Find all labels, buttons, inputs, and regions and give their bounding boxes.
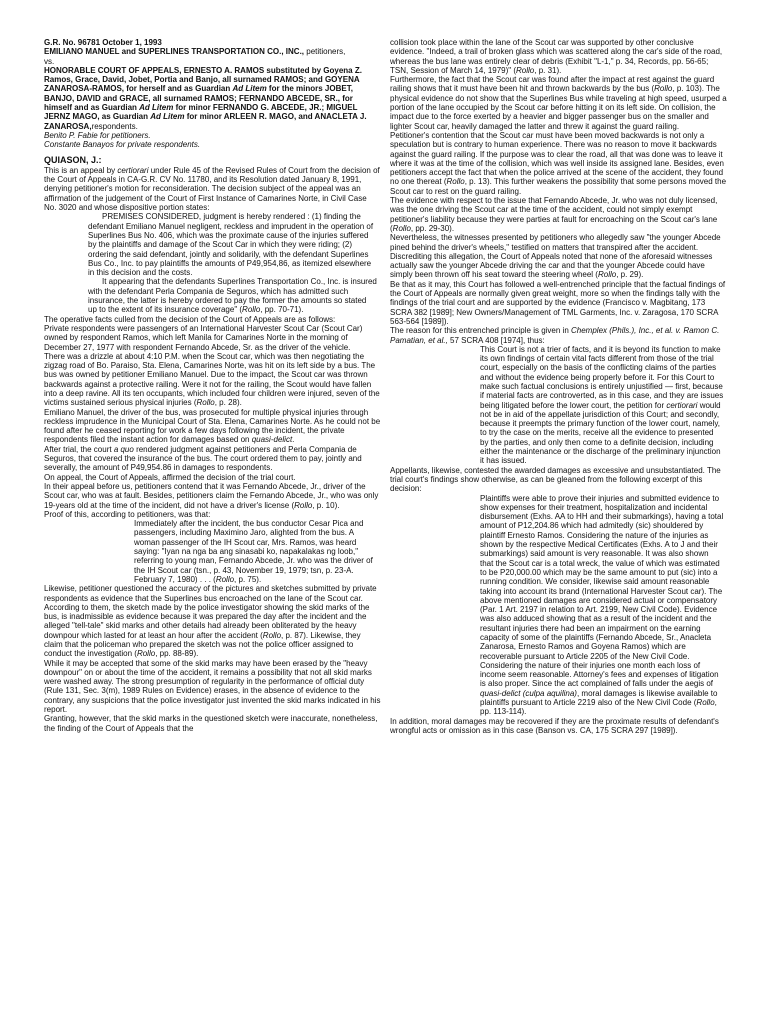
- text: This is an appeal by: [44, 165, 118, 175]
- paragraph: [44, 445, 381, 473]
- respondents-text: for the minors JOBET, BANJO, DAVID and GRACE, all surnamed RAMOS; FERNANDO ABCEDE, SR., for himself and as Guardian: [44, 84, 353, 113]
- text: This Court is not a trier of facts, and it is beyond its function to make its own findings of certain vital facts different from those of the trial court, especially on the basis of the conflicting claims of the parties and without the evidence being properly before it. For this Court to make such factual conclusions is entirely unjustified — first, because if material facts are controverted, as in this case, and they are issues being litigated before the lower court, the petition for: [480, 344, 724, 410]
- paragraph: Be that as it may, this Court has followed a well-entrenched principle that the factual findings of the Court of Appeals are normally given great weight, more so when the findings tally with the findings of the trial court and are supported by the evidence (Francisco v. Magbitang, 173 SCRA 382 [1989]; New Owners/Management of TML Garments, Inc. v. Zaragosa, 170 SCRA 563-564 [1989]).: [390, 279, 726, 326]
- text: , p. 31).: [534, 65, 562, 75]
- text-italic: Rollo: [654, 84, 673, 94]
- paragraph: [390, 196, 728, 233]
- text-italic: a quo: [113, 444, 134, 454]
- block-quote: PREMISES CONSIDERED, judgment is hereby rendered : (1) finding the defendant Emiliano Manuel negligent, reckless and imprudent in the operation of Superlines Bus No. 406, which was the proximate cause of the injuries suffered by the plaintiffs and damage of the Scout Car in which they were riding; (2) ordering the said defendant, jointly and solidarily, with the defendant Superlines Bus Co., Inc. to pay plaintiffs the amounts of P49,954,86, as itemized elsewhere in this decision and the costs.: [88, 212, 374, 278]
- paragraph: Appellants, likewise, contested the awarded damages as excessive and unsubstantiated. The trial court's findings show otherwise, as can be gleaned from the following excerpt of this decision:: [390, 465, 721, 494]
- petitioners: [44, 47, 381, 56]
- text-italic: Rollo: [446, 177, 465, 187]
- text: Petitioner's contention that the Scout car must have been moved backwards is not only a speculation but is contrary to human experience. There was no reason to move it backwards against the guard railing. If the purpose was to clear the road, all that was done was to leave it where it was at the time of the collision, which was well inside its assigned lane. Besides, even petitioners accept the fact that when the police arrived at the scene of the accident, they found no one thereat (: [390, 130, 724, 187]
- text-italic: Rollo: [392, 223, 411, 233]
- paragraph: The operative facts culled from the decision of the Court of Appeals are as follows:: [44, 314, 336, 324]
- text: Nevertheless, the witnesses presented by petitioners who allegedly saw "the younger Abcede pined behind the driver's wheels," testified on matters that transpired after the accident. Discrediting this allegation, the Court of Appeals noted that none of the aforesaid witnesses actually saw the younger Abcede driving the car and that the younger Abcede could have simply been thrown off his seat toward the steering wheel (: [390, 233, 721, 280]
- text: rendered judgment against petitioners and Perla Compania de Seguros, that covered the insurance of the bus. The court ordered them to pay, jointly and severally, the amount of P49,954.86 in damages to respondents.: [44, 444, 362, 473]
- ad-litem-text: Ad Litem: [139, 103, 174, 113]
- text-italic: Rollo: [242, 305, 261, 315]
- text-italic: Rollo: [262, 630, 282, 640]
- text: 57 SCRA 408 [1974], thus:: [447, 335, 545, 345]
- text: .: [292, 435, 295, 445]
- text: , pp. 113-114).: [480, 698, 717, 717]
- counsel-petitioners: Benito P. Fabie for petitioners.: [44, 130, 151, 140]
- paragraph: [44, 352, 381, 408]
- text: , p. 75).: [234, 574, 262, 584]
- text: The evidence with respect to the issue that Fernando Abcede, Jr. who was not duly licensed, was the one driving the Scout car at the time of the accident, could not simply exempt petitioner's liability because they were parties at fault for encroaching on the Scout car's lane (: [390, 196, 718, 233]
- paragraph: Granting, however, that the skid marks in the questioned sketch were inaccurate, nonetheless, the finding of the Court of Appeals that the: [44, 714, 378, 733]
- text: would not be in aid of the appellate jurisdiction of this Court; and secondly, because it preempts the primary function of the lower court, namely, to try the case on the merits, receive all the evidence to presented by the parties, and only then come to a definite decision, including either the maintenance or the discharge of the preliminary injunction it has issued.: [480, 400, 721, 466]
- text: under Rule 45 of the Revised Rules of Court from the decision of the Court of Appeals in CA-G.R. CV No. 11780, and its Resolution dated January 8, 1991, denying petitioner's motion for reconsideration. The decision subject of the appeal was an affirmation of the judgement of the Court of First Instance of Camarines Norte, in Civil Case No. 3020 and whose dispositive portion states:: [44, 165, 380, 213]
- respondents-text: for minor ARLEEN R. MAGO, and ANACLETA J. ZANAROSA,: [44, 112, 367, 131]
- text-italic: certiorari: [666, 400, 698, 410]
- text-italic: Rollo: [597, 270, 617, 280]
- paragraph: [390, 38, 728, 75]
- paragraph: Proof of this, according to petitioners, was that:: [44, 509, 211, 519]
- case-caption: [44, 38, 381, 150]
- right-column: [390, 38, 728, 735]
- ad-litem-text: Ad Litem: [232, 84, 267, 94]
- petitioners-names: EMILIANO MANUEL and SUPERLINES TRANSPORTATION CO., INC.,: [44, 47, 305, 57]
- paragraph: [44, 408, 381, 445]
- ponente: QUIASON, J.:: [44, 154, 102, 165]
- text: , pp. 29-30).: [410, 223, 455, 233]
- text: Plaintiffs were able to prove their injuries and submitted evidence to show expenses for their treatment, hospitalization and incidental disbursement (Exhs. AA to HH and their submarkings), having a total amount of P12,204.86 which had admitedly (sic) shouldered by plaintiff Ernesto Ramos. Considering the nature of the injuries as shown by the respective Medical Certificates (Exhs. A to J and their submarkings) said amount is very reasonable. It was also shown that the Scout car is a total wreck, the value of which was estimated to be P20,000.00 which may be the same amount to put (sic) into a running condition. We consider, likewise said amount reasonable taking into account its brand (International Harvester Scout car). The above mentioned damages are considered actual or compensatory (Par. 1 Art. 2197 in relation to Art. 2199, New Civil Code). Evidence was also adduced showing that as a result of the incident and the resultant injuries there had been an impairment on the earning capacity of some of the plaintiffs (Fernando Abcede, Sr., Anacleta Zanarosa, Ernesto Ramos and Goyena Ramos) which are recoverable pursuant to Article 2205 of the New Civil Code. Considering the nature of their injuries one month each loss of income seem reasonable. Attorney's fees and expenses of litigation is also proper. Since the act complained of falls under the aegis of: [480, 493, 724, 689]
- paragraph: [44, 482, 381, 510]
- paragraph: Private respondents were passengers of an International Harvester Scout Car (Scout Car) owned by respondent Ramos, which left Manila for Camarines Norte in the morning of December 27, 1977 with respondent Fernando Abcede, Sr. as the driver of the vehicle.: [44, 323, 363, 352]
- text: , p. 103). The physical evidence do not show that the Superlines Bus while traveling at high speed, usurped a portion of the lane occupied by the Scout car before hitting it on its left side. On collision, the impact due to the force exerted by a heavier and bigger passenger bus on the smaller and lighter Scout car, heavily damaged the latter and threw it against the guard railing.: [390, 84, 727, 131]
- text-italic: Rollo: [196, 398, 215, 408]
- respondents-text: for minor FERNANDO G. ABCEDE, JR.; MIGUEL JERNZ MAGO, as Guardian: [44, 103, 358, 122]
- text: , moral damages is likewise available to plaintiffs pursuant to Article 2219 also of the New Civil Code (: [480, 688, 718, 708]
- text-italic: Rollo: [294, 500, 313, 510]
- text: , p. 10).: [312, 500, 340, 510]
- paragraph: [390, 326, 728, 345]
- paragraph: [390, 75, 728, 131]
- text-italic: Rollo: [136, 649, 156, 659]
- text-italic: Chemplex (Phils.), Inc., et al. v. Ramon C. Pamatian, et al.,: [390, 326, 720, 345]
- versus: vs.: [44, 56, 55, 66]
- text: , pp. 88-89).: [155, 649, 199, 659]
- text: , p. 87). Likewise, they claim that the policeman who prepared the sketch was not the police officer assigned to conduct the investigation (: [44, 630, 361, 659]
- text-italic: certiorari: [117, 165, 149, 175]
- block-quote: [480, 494, 724, 717]
- text: , p. 28).: [214, 398, 242, 408]
- ad-litem-text: Ad Litem: [150, 112, 185, 122]
- paragraph: [44, 584, 381, 658]
- text-italic: Rollo: [516, 65, 535, 75]
- paragraph: In addition, moral damages may be recovered if they are the proximate results of defendant's wrongful acts or omission as in this case (Banson vs. CA, 175 SCRA 297 [1989]).: [390, 716, 719, 735]
- text-italic: Rollo: [215, 574, 235, 584]
- text: In their appeal before us, petitioners contend that it was Fernando Abcede, Jr., driver of the Scout car, who was at fault. Besides, petitioners claim the Fernando Abcede, Jr., who was only 19-years old at the time of the incident, did not have a driver's license (: [44, 481, 379, 510]
- text-italic: quasi-delict: [251, 435, 293, 445]
- text: Emiliano Manuel, the driver of the bus, was prosecuted for multiple physical injuries through reckless imprudence in the Municipal Court of Sta. Elena, Camarines Norte. As he could not be found after he ceased reporting for work a few days following the incident, the private respondents filed the instant action for damages based on: [44, 407, 381, 445]
- left-column: [44, 38, 381, 733]
- paragraph: [390, 233, 728, 279]
- text: The reason for this entrenched principle is given in: [390, 326, 571, 336]
- text: There was a drizzle at about 4:10 P.M. when the Scout car, which was then negotiating the zigzag road of Bo. Paraiso, Sta. Elena, Camarines Norte, was hit on its left side by a bus. The bus was owned by petitioner Emiliano Manuel. Due to the impact, the Scout car was thrown backwards against a protective railing. Were it not for the railing, the Scout would have fallen into a deep ravine. All its ten occupants, which included four children were injured, seven of the victims sustained serious physical injuries (: [44, 351, 380, 408]
- petitioners-label: petitioners,: [304, 47, 346, 57]
- text: Likewise, petitioner questioned the accuracy of the pictures and sketches submitted by private respondents as evidence that the Superlines bus encroached on the lane of the Scout car. According to them, the sketch made by the police investigator showing the skid marks of the bus, is inadmissible as evidence because it was prepared the day after the incident and the alleged "tell-tale" skid marks and other details had already been obliterated by the heavy downpour which lasted for at least an hour after the accident (: [44, 584, 377, 640]
- text-italic: Rollo: [696, 698, 715, 708]
- respondents: [44, 66, 381, 131]
- text: Furthermore, the fact that the Scout car was found after the impact at rest against the guard railing shows that it must have been hit and thrown backwards by the bus (: [390, 75, 715, 94]
- paragraph: While it may be accepted that some of the skid marks may have been erased by the "heavy downpour" on or about the time of the accident, it remains a possibility that not all skid marks were washed away. The strong presumption of regularity in the performance of official duty (Rule 131, Sec. 3(m), 1989 Rules on Evidence) erases, in the absence of evidence to the contrary, any suspicions that the police investigator just invented the skid marks indicated in his report.: [44, 658, 381, 715]
- paragraph: [44, 166, 381, 212]
- text: Immediately after the incident, the bus conductor Cesar Pica and passengers, including Maximino Jaro, alighted from the bus. A woman passenger of the IH Scout car, Mrs. Ramos, was heard saying: "Iyan na nga ba ang sinasabi ko, napakalakas ng loob," referring to young man, Fernando Abcede, Jr. who was the driver of the IH Scout car (tsn., p. 43, November 19, 1979; tsn, p. 23-A. February 7, 1980) . . . (: [134, 519, 373, 584]
- text: collision took place within the lane of the Scout car was supported by other conclusive evidence. "Indeed, a trail of broken glass which was scattered along the car's side of the road, whereas the bus lane was entirely clear of debris (Exhibit "L-1," p. 34, Records, pp. 56-65; TSN, Session of March 14, 1979)" (: [390, 38, 723, 75]
- respondents-text: HONORABLE COURT OF APPEALS, ERNESTO A. RAMOS substituted by Goyena Z. Ramos, Grace, David, Jobet, Portia and Banjo, all surnamed RAMOS; and GOYENA ZANAROSA-RAMOS, for herself and as Guardian: [44, 65, 362, 94]
- text: , p. 13). This further weakens the possibility that some persons moved the Scout car to rest on the guard railing.: [390, 177, 727, 196]
- block-quote: [134, 519, 377, 584]
- text: , pp. 70-71).: [260, 305, 304, 315]
- text: After trial, the court: [44, 444, 114, 454]
- case-number: G.R. No. 96781 October 1, 1993: [44, 38, 162, 47]
- respondents-label: respondents.: [91, 121, 138, 131]
- text: , p. 29).: [616, 270, 644, 280]
- paragraph: [390, 131, 728, 196]
- text: It appearing that the defendants Superlines Transportation Co., Inc. is insured with the defendant Perla Compania de Seguros, which has admitted such insurance, the latter is hereby ordered to pay the former the amounts so stated up to the extent of its insurance coverage" (: [88, 277, 377, 315]
- block-quote: [480, 345, 724, 466]
- paragraph: On appeal, the Court of Appeals, affirmed the decision of the trial court.: [44, 472, 296, 482]
- block-quote: [88, 277, 377, 314]
- text-italic: quasi-delict (culpa aquilina): [480, 688, 577, 698]
- counsel-respondents: Constante Banayos for private respondents.: [44, 140, 201, 150]
